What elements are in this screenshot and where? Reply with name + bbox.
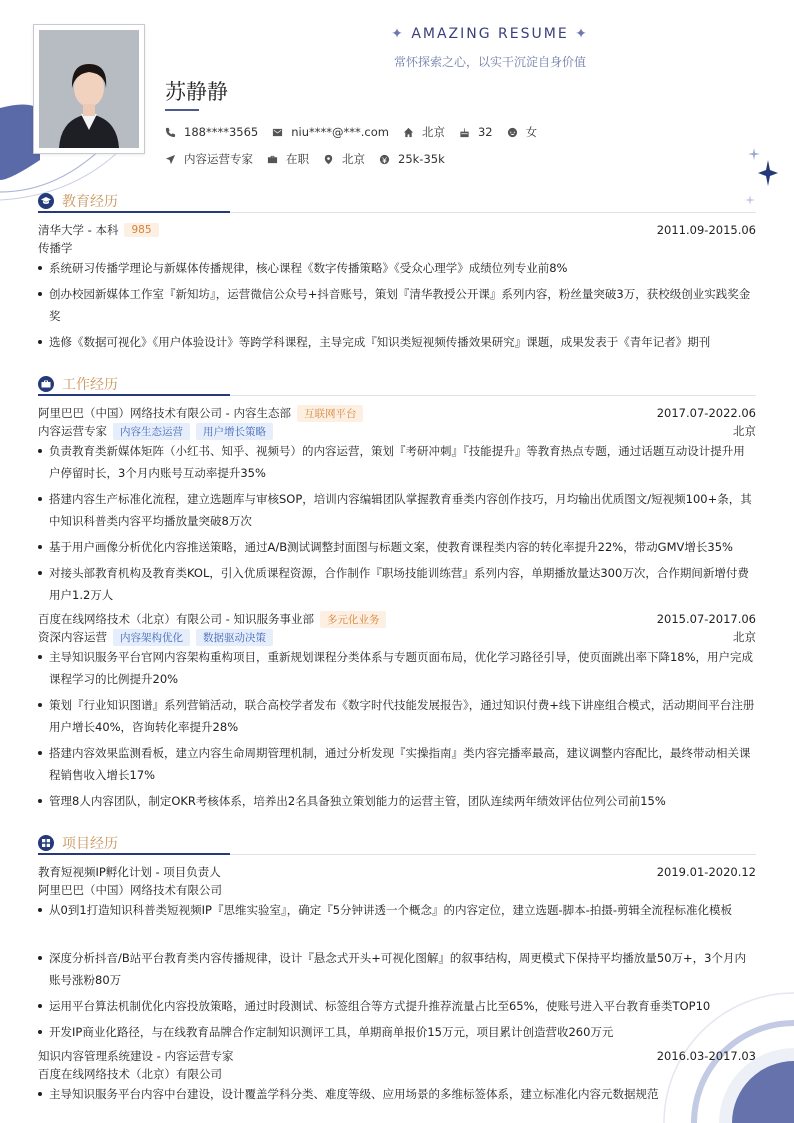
contact-phone: 188****3565 <box>165 125 258 139</box>
intent-position: 内容运营专家 <box>165 151 253 167</box>
job-city: 北京 <box>733 424 756 438</box>
section-divider-accent <box>38 394 230 396</box>
list-item: 运用平台算法机制优化内容投放策略，通过时段测试、标签组合等方式提升推荐流量占比至65%，使账号进入平台教育垂类TOP10 <box>38 995 756 1017</box>
job-intent-row <box>165 151 459 167</box>
project-name-row: 知识内容管理系统建设 - 内容运营专家 2016.03-2017.03 <box>38 1049 756 1063</box>
list-item: 开发IP商业化路径，与在线教育品牌合作定制知识测评工具，单期商单报价15万元，项目累计创造营收260万元 <box>38 1021 756 1043</box>
section-education-header <box>38 191 118 211</box>
skill-tag: 内容生态运营 <box>113 423 190 440</box>
job-role-row: 内容运营专家 内容生态运营 用户增长策略 北京 <box>38 424 756 438</box>
list-item: 搭建内容效果监测看板，建立内容生命周期管理机制，通过分析发现『实操指南』类内容完播率最高，建议调整内容配比，最终带动相关课程销售收入增长17% <box>38 742 756 786</box>
brand-title <box>390 26 590 42</box>
list-item: 深度分析抖音/B站平台教育类内容传播规律，设计『悬念式开头+可视化图解』的叙事结构，周更模式下保持平均播放量50万+，3个月内账号涨粉80万 <box>38 947 756 991</box>
company-tag: 互联网平台 <box>297 405 364 422</box>
job-role-row: 资深内容运营 内容架构优化 数据驱动决策 北京 <box>38 630 756 644</box>
job-city: 北京 <box>733 630 756 644</box>
cake-icon <box>459 127 470 138</box>
home-icon <box>403 127 414 138</box>
sparkle-decoration <box>745 145 785 210</box>
list-item: 主导知识服务平台内容中台建设，设计覆盖学科分类、难度等级、应用场景的多维标签体系，建立标准化内容元数据规范 <box>38 1083 756 1105</box>
company-tag: 多元化业务 <box>320 611 387 628</box>
section-education-title: 教育经历 <box>62 194 118 210</box>
candidate-name: 苏静静 <box>165 80 228 104</box>
intent-city: 北京 <box>323 151 365 167</box>
skill-tag: 数据驱动决策 <box>196 629 273 646</box>
list-item: 负责教育类新媒体矩阵（小红书、知乎、视频号）的内容运营，策划『考研冲刺』『技能提升』等教育热点专题，通过话题互动设计提升用户停留时长，3个月内账号互动率提升35% <box>38 440 756 484</box>
list-item: 管理8人内容团队，制定OKR考核体系，培养出2名具备独立策划能力的运营主管，团队连续两年绩效评估位列公司前15% <box>38 790 756 812</box>
mail-icon <box>272 127 283 138</box>
job-company-row: 阿里巴巴（中国）网络技术有限公司 - 内容生态部 互联网平台 2017.07-2022.06 <box>38 406 756 420</box>
contact-gender: 女 <box>507 124 538 140</box>
list-item: 从0到1打造知识科普类短视频IP『思维实验室』，确定『5分钟讲透一个概念』的内容定位，建立选题-脚本-拍摄-剪辑全流程标准化模板 <box>38 899 756 921</box>
section-work-header <box>38 374 118 394</box>
project-date: 2016.03-2017.03 <box>656 1049 756 1063</box>
education-school-row: 清华大学 - 本科 985 2011.09-2015.06 <box>38 223 756 237</box>
education-date: 2011.09-2015.06 <box>656 223 756 237</box>
project-date: 2019.01-2020.12 <box>656 865 756 879</box>
skill-tag: 用户增长策略 <box>196 423 273 440</box>
phone-icon <box>165 127 176 138</box>
sparkle-icon: ✦ <box>575 26 589 42</box>
section-work-title: 工作经历 <box>62 377 118 393</box>
project-name-row: 教育短视频IP孵化计划 - 项目负责人 2019.01-2020.12 <box>38 865 756 879</box>
contact-row <box>165 124 551 140</box>
project-company: 阿里巴巴（中国）网络技术有限公司 <box>38 883 222 897</box>
education-major: 传播学 <box>38 241 73 255</box>
list-item: 搭建内容生产标准化流程，建立选题库与审核SOP，培训内容编辑团队掌握教育垂类内容创作技巧，月均输出优质图文/短视频100+条，其中知识科普类内容平均播放量突破8万次 <box>38 488 756 532</box>
contact-city: 北京 <box>403 124 445 140</box>
section-projects-title: 项目经历 <box>62 836 118 852</box>
section-divider-accent <box>38 211 230 213</box>
job-date: 2015.07-2017.06 <box>656 612 756 626</box>
list-item: 选修《数据可视化》《用户体验设计》等跨学科课程，主导完成『知识类短视频传播效果研究』课题，成果发表于《青年记者》期刊 <box>38 331 756 353</box>
graduation-cap-icon <box>38 193 54 209</box>
name-underline <box>165 109 199 111</box>
list-item: 系统研习传播学理论与新媒体传播规律，核心课程《数字传播策略》《受众心理学》成绩位列专业前8% <box>38 257 756 279</box>
intent-status: 在职 <box>267 151 309 167</box>
section-divider-accent <box>38 853 230 855</box>
money-icon <box>379 154 390 165</box>
profile-photo-frame <box>33 24 145 154</box>
job-company-row: 百度在线网络技术（北京）有限公司 - 知识服务事业部 多元化业务 2015.07-2017.06 <box>38 612 756 626</box>
profile-photo <box>39 30 139 148</box>
sparkle-icon: ✦ <box>391 26 405 42</box>
intent-salary: 25k-35k <box>379 152 445 166</box>
contact-email: niu****@***.com <box>272 125 389 139</box>
list-item: 主导知识服务平台官网内容架构重构项目，重新规划课程分类体系与专题页面布局，优化学习路径引导，使页面跳出率下降18%，用户完成课程学习的比例提升20% <box>38 646 756 690</box>
list-item: 基于用户画像分析优化内容推送策略，通过A/B测试调整封面图与标题文案，使教育课程类内容的转化率提升22%，带动GMV增长35% <box>38 536 756 558</box>
contact-age: 32 <box>459 125 493 139</box>
send-icon <box>165 154 176 165</box>
skill-tag: 内容架构优化 <box>113 629 190 646</box>
school-tag: 985 <box>124 223 158 237</box>
user-face-icon <box>507 127 518 138</box>
project-company: 百度在线网络技术（北京）有限公司 <box>38 1067 222 1081</box>
section-projects-header <box>38 833 118 853</box>
list-item: 策划『行业知识图谱』系列营销活动，联合高校学者发布《数字时代技能发展报告》，通过知识付费+线下讲座组合模式，活动期间平台注册用户增长40%，咨询转化率提升28% <box>38 694 756 738</box>
brand-text: AMAZING RESUME <box>411 26 569 42</box>
grid-icon <box>38 835 54 851</box>
job-date: 2017.07-2022.06 <box>656 406 756 420</box>
tagline: 常怀探索之心，以实干沉淀自身价值 <box>393 55 586 69</box>
list-item: 创办校园新媒体工作室『新知坊』，运营微信公众号+抖音账号，策划『清华教授公开课』系列内容，粉丝量突破3万，获校级创业实践奖金奖 <box>38 283 756 327</box>
briefcase-icon <box>267 154 278 165</box>
briefcase-icon <box>38 376 54 392</box>
location-pin-icon <box>323 154 334 165</box>
list-item: 对接头部教育机构及教育类KOL，引入优质课程资源，合作制作『职场技能训练营』系列内容，单期播放量达300万次，合作期间新增付费用户1.2万人 <box>38 562 756 606</box>
